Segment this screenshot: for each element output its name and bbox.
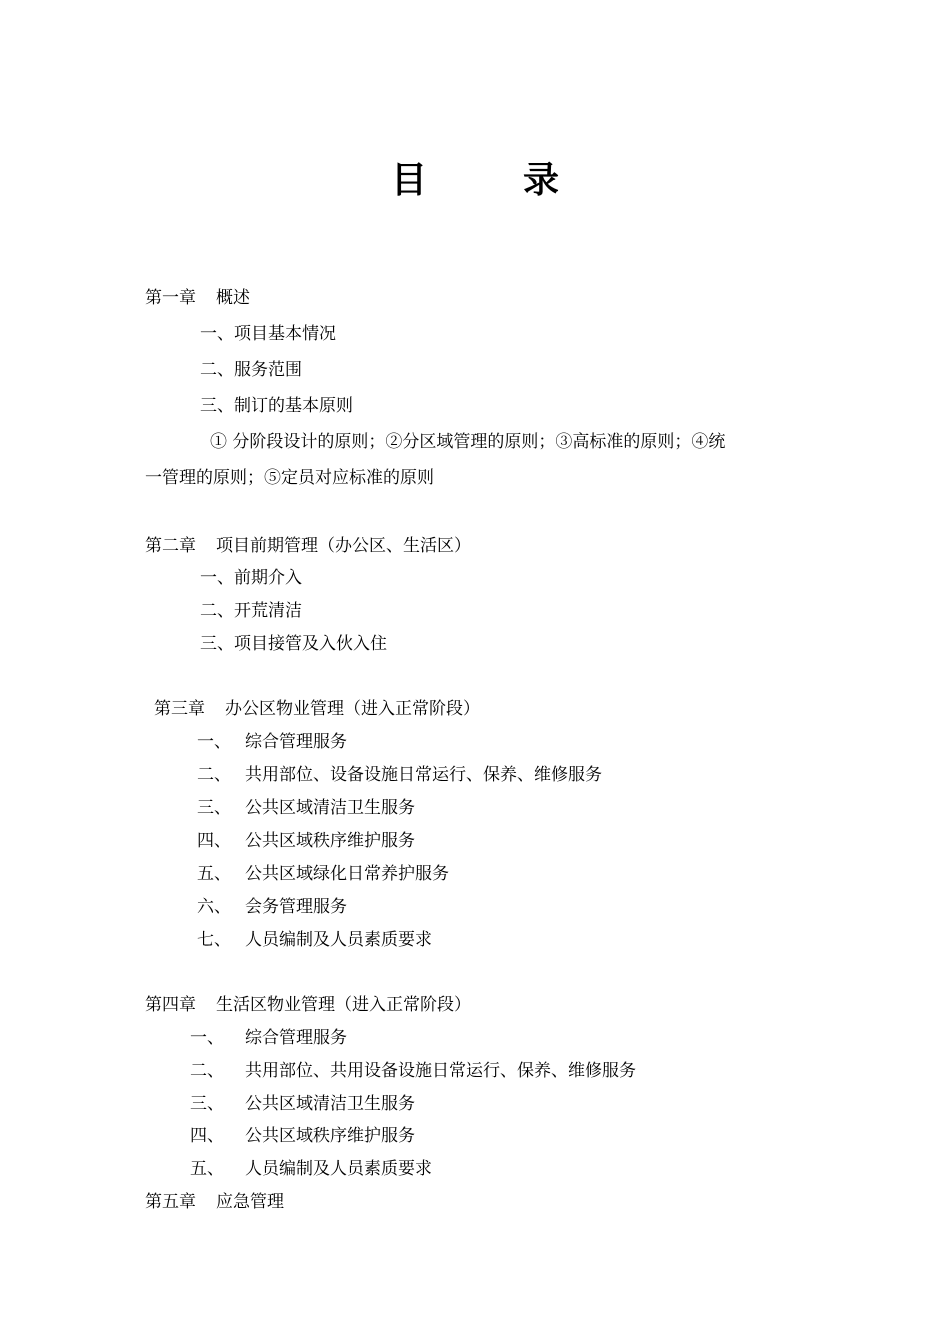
chapter-4-heading	[145, 993, 471, 1017]
item-number: 一、	[190, 1028, 224, 1048]
chapter-label: 第五章	[145, 1192, 196, 1212]
toc-item: 三、项目接管及入伙入住	[200, 634, 387, 654]
item-text: 人员编制及人员素质要求	[245, 1159, 432, 1179]
item-text: 会务管理服务	[245, 897, 347, 917]
item-text: 公共区域绿化日常养护服务	[245, 864, 449, 884]
item-text: 人员编制及人员素质要求	[245, 930, 432, 950]
chapter-title: 办公区物业管理（进入正常阶段）	[225, 699, 480, 719]
item-text: 共用部位、共用设备设施日常运行、保养、维修服务	[245, 1061, 636, 1081]
toc-item	[197, 928, 432, 952]
toc-item	[190, 1059, 636, 1083]
chapter-title: 项目前期管理（办公区、生活区）	[216, 536, 471, 556]
item-text: 公共区域秩序维护服务	[245, 1126, 415, 1146]
toc-item	[190, 1026, 347, 1050]
chapter-label: 第四章	[145, 995, 196, 1015]
item-number: 六、	[197, 897, 231, 917]
item-text: 综合管理服务	[245, 732, 347, 752]
item-number: 三、	[197, 798, 231, 818]
item-number: 五、	[190, 1159, 224, 1179]
item-number: 五、	[197, 864, 231, 884]
toc-item	[197, 763, 602, 787]
toc-item	[197, 862, 449, 886]
title-char-1: 目	[390, 159, 427, 201]
item-number: 七、	[197, 930, 231, 950]
toc-item	[197, 730, 347, 754]
toc-item	[197, 796, 415, 820]
toc-note-line: ① 分阶段设计的原则；②分区域管理的原则；③高标准的原则；④统	[210, 432, 726, 452]
page-title	[0, 152, 950, 208]
toc-item	[190, 1092, 415, 1116]
item-number: 三、	[190, 1094, 224, 1114]
chapter-5-heading	[145, 1190, 284, 1214]
item-number: 一、	[197, 732, 231, 752]
chapter-title: 应急管理	[216, 1192, 284, 1212]
item-number: 二、	[197, 765, 231, 785]
item-text: 公共区域秩序维护服务	[245, 831, 415, 851]
toc-item: 二、服务范围	[200, 360, 302, 380]
toc-item: 一、项目基本情况	[200, 324, 336, 344]
chapter-label: 第一章	[145, 288, 196, 308]
toc-item	[190, 1157, 432, 1181]
toc-item	[197, 829, 415, 853]
chapter-1-heading	[145, 286, 250, 310]
toc-item	[190, 1124, 415, 1148]
toc-item: 三、制订的基本原则	[200, 396, 353, 416]
item-number: 四、	[190, 1126, 224, 1146]
toc-item	[197, 895, 347, 919]
chapter-label: 第三章	[154, 699, 205, 719]
item-text: 综合管理服务	[245, 1028, 347, 1048]
chapter-title: 生活区物业管理（进入正常阶段）	[216, 995, 471, 1015]
chapter-2-heading	[145, 534, 471, 558]
toc-note-line: 一管理的原则；⑤定员对应标准的原则	[145, 468, 434, 488]
title-char-2: 录	[523, 159, 560, 201]
item-number: 二、	[190, 1061, 224, 1081]
chapter-label: 第二章	[145, 536, 196, 556]
item-number: 四、	[197, 831, 231, 851]
chapter-3-heading	[154, 697, 480, 721]
item-text: 公共区域清洁卫生服务	[245, 798, 415, 818]
item-text: 共用部位、设备设施日常运行、保养、维修服务	[245, 765, 602, 785]
item-text: 公共区域清洁卫生服务	[245, 1094, 415, 1114]
toc-item: 一、前期介入	[200, 568, 302, 588]
chapter-title: 概述	[216, 288, 250, 308]
toc-item: 二、开荒清洁	[200, 601, 302, 621]
